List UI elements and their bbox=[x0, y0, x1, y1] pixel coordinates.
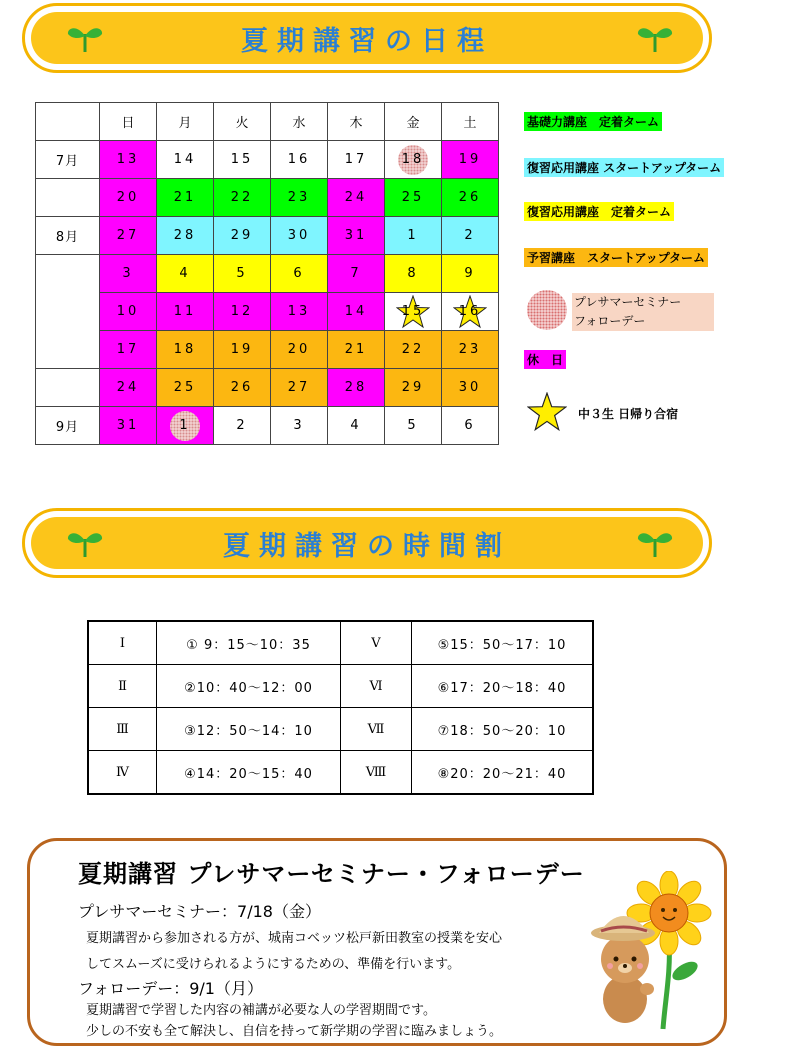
day-cell: 29 bbox=[385, 369, 442, 407]
month-label bbox=[36, 369, 100, 407]
day-cell: 31 bbox=[328, 217, 385, 255]
period-time: ④14：20～15：40 bbox=[157, 751, 341, 795]
day-cell: 31 bbox=[100, 407, 157, 445]
day-cell: 30 bbox=[271, 217, 328, 255]
legend-preview-start: 予習講座 スタートアップターム bbox=[524, 248, 708, 267]
day-cell: 2 bbox=[214, 407, 271, 445]
schedule-banner bbox=[22, 3, 712, 73]
month-label: 9月 bbox=[36, 407, 100, 445]
schedule-calendar bbox=[35, 102, 499, 445]
timetable bbox=[87, 620, 594, 795]
day-cell: 24 bbox=[328, 179, 385, 217]
day-cell: 14 bbox=[157, 141, 214, 179]
weekday-wed: 水 bbox=[271, 103, 328, 141]
day-cell: 11 bbox=[157, 293, 214, 331]
calendar-row bbox=[36, 217, 499, 255]
month-label bbox=[36, 179, 100, 217]
day-cell: 22 bbox=[385, 331, 442, 369]
day-cell: 20 bbox=[100, 179, 157, 217]
day-cell: 28 bbox=[328, 369, 385, 407]
day-cell: 26 bbox=[214, 369, 271, 407]
legend-holiday: 休 日 bbox=[524, 350, 566, 369]
presummer-desc-2: してスムーズに受けられるようにするための、準備を行います。 bbox=[86, 957, 461, 972]
seminar-info-box bbox=[27, 838, 727, 1046]
day-number: 16 bbox=[458, 304, 482, 319]
calendar-row bbox=[36, 407, 499, 445]
presummer-desc-1: 夏期講習から参加される方が、城南コベッツ松戸新田教室の授業を安心 bbox=[86, 931, 503, 946]
month-label: 8月 bbox=[36, 217, 100, 255]
day-cell: 15 bbox=[214, 141, 271, 179]
day-cell: 14 bbox=[328, 293, 385, 331]
weekday-sun: 日 bbox=[100, 103, 157, 141]
day-number: 18 bbox=[401, 152, 425, 167]
day-cell-camp bbox=[442, 293, 499, 331]
day-cell: 5 bbox=[385, 407, 442, 445]
legend-basic: 基礎力講座 定着ターム bbox=[524, 112, 662, 131]
weekday-thu: 木 bbox=[328, 103, 385, 141]
day-cell: 25 bbox=[385, 179, 442, 217]
weekday-mon: 月 bbox=[157, 103, 214, 141]
day-cell: 20 bbox=[271, 331, 328, 369]
day-cell: 22 bbox=[214, 179, 271, 217]
period-time: ②10：40～12：00 bbox=[157, 665, 341, 708]
month-label: 7月 bbox=[36, 141, 100, 179]
day-cell: 7 bbox=[328, 255, 385, 293]
star-icon bbox=[527, 392, 567, 432]
period-label: Ⅷ bbox=[341, 751, 412, 795]
timetable-banner bbox=[22, 508, 712, 578]
calendar-row bbox=[36, 179, 499, 217]
presummer-heading: プレサマーセミナー：7/18（金） bbox=[78, 902, 321, 921]
sunflower-bear-illustration bbox=[585, 871, 713, 1031]
timetable-row bbox=[88, 751, 593, 795]
schedule-title: 夏期講習の日程 bbox=[241, 25, 493, 57]
timetable-row bbox=[88, 708, 593, 751]
period-label: Ⅱ bbox=[88, 665, 157, 708]
period-time: ⑧20：20～21：40 bbox=[412, 751, 594, 795]
timetable-row bbox=[88, 665, 593, 708]
day-cell: 3 bbox=[271, 407, 328, 445]
period-label: Ⅶ bbox=[341, 708, 412, 751]
day-cell: 10 bbox=[100, 293, 157, 331]
day-number: 15 bbox=[401, 304, 425, 319]
legend-review-fix: 復習応用講座 定着ターム bbox=[524, 202, 674, 221]
day-cell: 30 bbox=[442, 369, 499, 407]
day-cell: 21 bbox=[157, 179, 214, 217]
day-cell-followup bbox=[157, 407, 214, 445]
calendar-header-row bbox=[36, 103, 499, 141]
calendar-row bbox=[36, 293, 499, 331]
day-cell: 29 bbox=[214, 217, 271, 255]
day-cell: 23 bbox=[271, 179, 328, 217]
day-cell: 21 bbox=[328, 331, 385, 369]
day-cell: 5 bbox=[214, 255, 271, 293]
timetable-title: 夏期講習の時間割 bbox=[223, 530, 511, 562]
day-cell-presummer bbox=[385, 141, 442, 179]
day-cell: 4 bbox=[157, 255, 214, 293]
weekday-sat: 土 bbox=[442, 103, 499, 141]
day-cell: 17 bbox=[328, 141, 385, 179]
day-cell: 19 bbox=[442, 141, 499, 179]
day-cell: 16 bbox=[271, 141, 328, 179]
timetable-row bbox=[88, 621, 593, 665]
calendar-row bbox=[36, 141, 499, 179]
day-cell: 24 bbox=[100, 369, 157, 407]
day-cell: 28 bbox=[157, 217, 214, 255]
info-title: 夏期講習 プレサマーセミナー・フォローデー bbox=[78, 860, 585, 888]
period-label: Ⅵ bbox=[341, 665, 412, 708]
weekday-fri: 金 bbox=[385, 103, 442, 141]
period-label: Ⅲ bbox=[88, 708, 157, 751]
day-cell: 9 bbox=[442, 255, 499, 293]
day-cell: 18 bbox=[157, 331, 214, 369]
day-cell: 13 bbox=[100, 141, 157, 179]
followup-heading: フォローデー：9/1（月） bbox=[78, 979, 263, 998]
period-time: ⑥17：20～18：40 bbox=[412, 665, 594, 708]
day-cell: 19 bbox=[214, 331, 271, 369]
period-time: ⑦18：50～20：10 bbox=[412, 708, 594, 751]
day-cell: 13 bbox=[271, 293, 328, 331]
day-cell: 23 bbox=[442, 331, 499, 369]
day-cell: 27 bbox=[271, 369, 328, 407]
legend-camp: 中３生 日帰り合宿 bbox=[578, 407, 679, 421]
calendar-row bbox=[36, 369, 499, 407]
weekday-tue: 火 bbox=[214, 103, 271, 141]
presummer-legend-marker bbox=[527, 290, 567, 330]
legend-presummer bbox=[572, 293, 714, 331]
day-cell: 12 bbox=[214, 293, 271, 331]
legend-presummer-text: プレサマーセミナー フォローデー bbox=[574, 295, 682, 328]
month-label bbox=[36, 255, 100, 369]
day-cell: 4 bbox=[328, 407, 385, 445]
day-cell: 25 bbox=[157, 369, 214, 407]
day-cell: 1 bbox=[385, 217, 442, 255]
day-cell: 8 bbox=[385, 255, 442, 293]
period-time: ③12：50～14：10 bbox=[157, 708, 341, 751]
day-cell: 17 bbox=[100, 331, 157, 369]
day-number: 1 bbox=[179, 418, 191, 433]
day-cell: 27 bbox=[100, 217, 157, 255]
day-cell: 6 bbox=[271, 255, 328, 293]
day-cell: 3 bbox=[100, 255, 157, 293]
calendar-row bbox=[36, 331, 499, 369]
day-cell-camp bbox=[385, 293, 442, 331]
day-cell: 6 bbox=[442, 407, 499, 445]
period-time: ⑤15：50～17：10 bbox=[412, 621, 594, 665]
calendar-corner bbox=[36, 103, 100, 141]
period-label: Ⅰ bbox=[88, 621, 157, 665]
calendar-row bbox=[36, 255, 499, 293]
followup-desc-1: 夏期講習で学習した内容の補講が必要な人の学習期間です。 bbox=[86, 1003, 436, 1018]
period-time: ① 9：15～10：35 bbox=[157, 621, 341, 665]
day-cell: 2 bbox=[442, 217, 499, 255]
legend-review-start: 復習応用講座 スタートアップターム bbox=[524, 158, 724, 177]
bear-icon bbox=[591, 916, 655, 1023]
period-label: Ⅴ bbox=[341, 621, 412, 665]
day-cell: 26 bbox=[442, 179, 499, 217]
period-label: Ⅳ bbox=[88, 751, 157, 795]
followup-desc-2: 少しの不安も全て解決し、自信を持って新学期の学習に臨みましょう。 bbox=[86, 1024, 503, 1039]
